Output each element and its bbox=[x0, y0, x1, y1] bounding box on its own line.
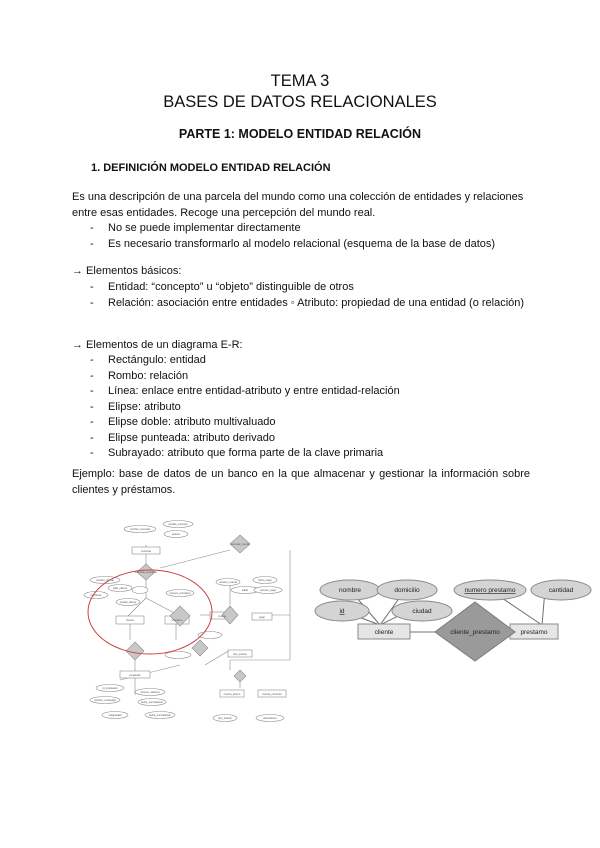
svg-text:número_teléfono: número_teléfono bbox=[140, 691, 160, 694]
attr-label: cantidad bbox=[548, 587, 574, 594]
list-item: - Subrayado: atributo que forma parte de la clave primaria bbox=[72, 446, 530, 462]
list-item: - Elipse: atributo bbox=[72, 400, 530, 416]
svg-text:cliente: cliente bbox=[126, 619, 134, 622]
svg-text:número_cuenta: número_cuenta bbox=[218, 581, 238, 584]
svg-text:cuenta_ahorro: cuenta_ahorro bbox=[223, 693, 241, 696]
svg-text:fecha_contratación: fecha_contratación bbox=[149, 714, 171, 717]
svg-text:cuenta_corriente: cuenta_corriente bbox=[262, 693, 282, 696]
attr-label: domicilio bbox=[394, 587, 420, 594]
svg-text:sucursal: sucursal bbox=[141, 550, 151, 553]
list-item: - Relación: asociación entre entidades ◦ Atributo: propiedad de una entidad (o relación) bbox=[72, 296, 530, 312]
attr-label: id bbox=[339, 608, 345, 615]
basic-elements-list bbox=[72, 280, 530, 311]
list-item: - Es necesario transformarlo al modelo relacional (esquema de la base de datos) bbox=[72, 237, 530, 253]
svg-text:fecha_contratación: fecha_contratación bbox=[141, 701, 163, 704]
intro-list bbox=[72, 221, 530, 252]
list-item: - Elipse doble: atributo multivaluado bbox=[72, 415, 530, 431]
svg-text:sucursal_préstamo: sucursal_préstamo bbox=[135, 571, 157, 574]
svg-text:número_préstamo: número_préstamo bbox=[169, 592, 191, 595]
diagram-elements-label: → Elementos de un diagrama E-R: bbox=[72, 339, 243, 351]
svg-text:número_pago: número_pago bbox=[259, 589, 277, 592]
svg-text:pago: pago bbox=[259, 616, 265, 619]
entity-label: cliente bbox=[374, 629, 394, 636]
list-item: - Elipse punteada: atributo derivado bbox=[72, 431, 530, 447]
svg-text:nombre_sucursal: nombre_sucursal bbox=[130, 528, 150, 531]
er-diagram-bank-full bbox=[80, 520, 298, 722]
svg-text:tipo_cuenta: tipo_cuenta bbox=[233, 653, 247, 656]
example-paragraph: Ejemplo: base de datos de un banco en la que almacenar y gestionar la información sobre clientes y préstamos. bbox=[72, 468, 530, 496]
svg-text:ciudad_cliente: ciudad_cliente bbox=[119, 601, 137, 604]
svg-text:nombre_cliente: nombre_cliente bbox=[96, 579, 114, 582]
basic-elements-label: → Elementos básicos: bbox=[72, 265, 182, 277]
svg-text:activos: activos bbox=[171, 533, 181, 536]
title-line-2: BASES DE DATOS RELACIONALES bbox=[163, 93, 437, 111]
intro-paragraph: Es una descripción de una parcela del mundo como una colección de entidades y relaciones entre esas entidades. Recoge una percepción del mundo real. bbox=[72, 191, 524, 219]
svg-text:descubierto: descubierto bbox=[263, 717, 277, 720]
svg-text:saldo: saldo bbox=[241, 589, 249, 592]
svg-text:calle_cliente: calle_cliente bbox=[112, 587, 128, 590]
er-diagram-cliente-prestamo bbox=[310, 570, 595, 662]
list-item: - Entidad: “concepto” u “objeto” distinguible de otros bbox=[72, 280, 530, 296]
svg-text:ciudad_sucursal: ciudad_sucursal bbox=[168, 523, 188, 526]
list-item: - No se puede implementar directamente bbox=[72, 221, 530, 237]
list-item: - Línea: enlace entre entidad-atributo y entre entidad-relación bbox=[72, 384, 530, 400]
attr-label: ciudad bbox=[412, 608, 432, 615]
relationship-label: cliente_prestamo bbox=[450, 629, 500, 636]
svg-text:préstamo: préstamo bbox=[171, 619, 183, 622]
attr-label: numero prestamo bbox=[464, 587, 516, 594]
part-title: PARTE 1: MODELO ENTIDAD RELACIÓN bbox=[178, 127, 422, 141]
svg-text:id_empleado: id_empleado bbox=[102, 687, 118, 690]
svg-text:fecha_pago: fecha_pago bbox=[258, 579, 272, 582]
attr-label: nombre bbox=[338, 587, 362, 594]
diagram-elements-list bbox=[72, 353, 530, 462]
svg-text:sucursal_cuenta: sucursal_cuenta bbox=[230, 543, 250, 546]
section-heading: 1. DEFINICIÓN MODELO ENTIDAD RELACIÓN bbox=[91, 162, 331, 174]
svg-text:empleado: empleado bbox=[129, 674, 141, 677]
list-item: - Rombo: relación bbox=[72, 369, 530, 385]
svg-text:nombre_empleado: nombre_empleado bbox=[94, 699, 116, 702]
entity-label: prestamo bbox=[520, 629, 548, 636]
svg-text:tipo_interés: tipo_interés bbox=[218, 717, 232, 720]
list-item: - Rectángulo: entidad bbox=[72, 353, 530, 369]
svg-text:cuenta: cuenta bbox=[218, 615, 226, 618]
svg-text:id_cliente: id_cliente bbox=[90, 594, 102, 597]
svg-text:antigüedad: antigüedad bbox=[108, 714, 122, 717]
title-line-1: TEMA 3 bbox=[270, 72, 330, 90]
